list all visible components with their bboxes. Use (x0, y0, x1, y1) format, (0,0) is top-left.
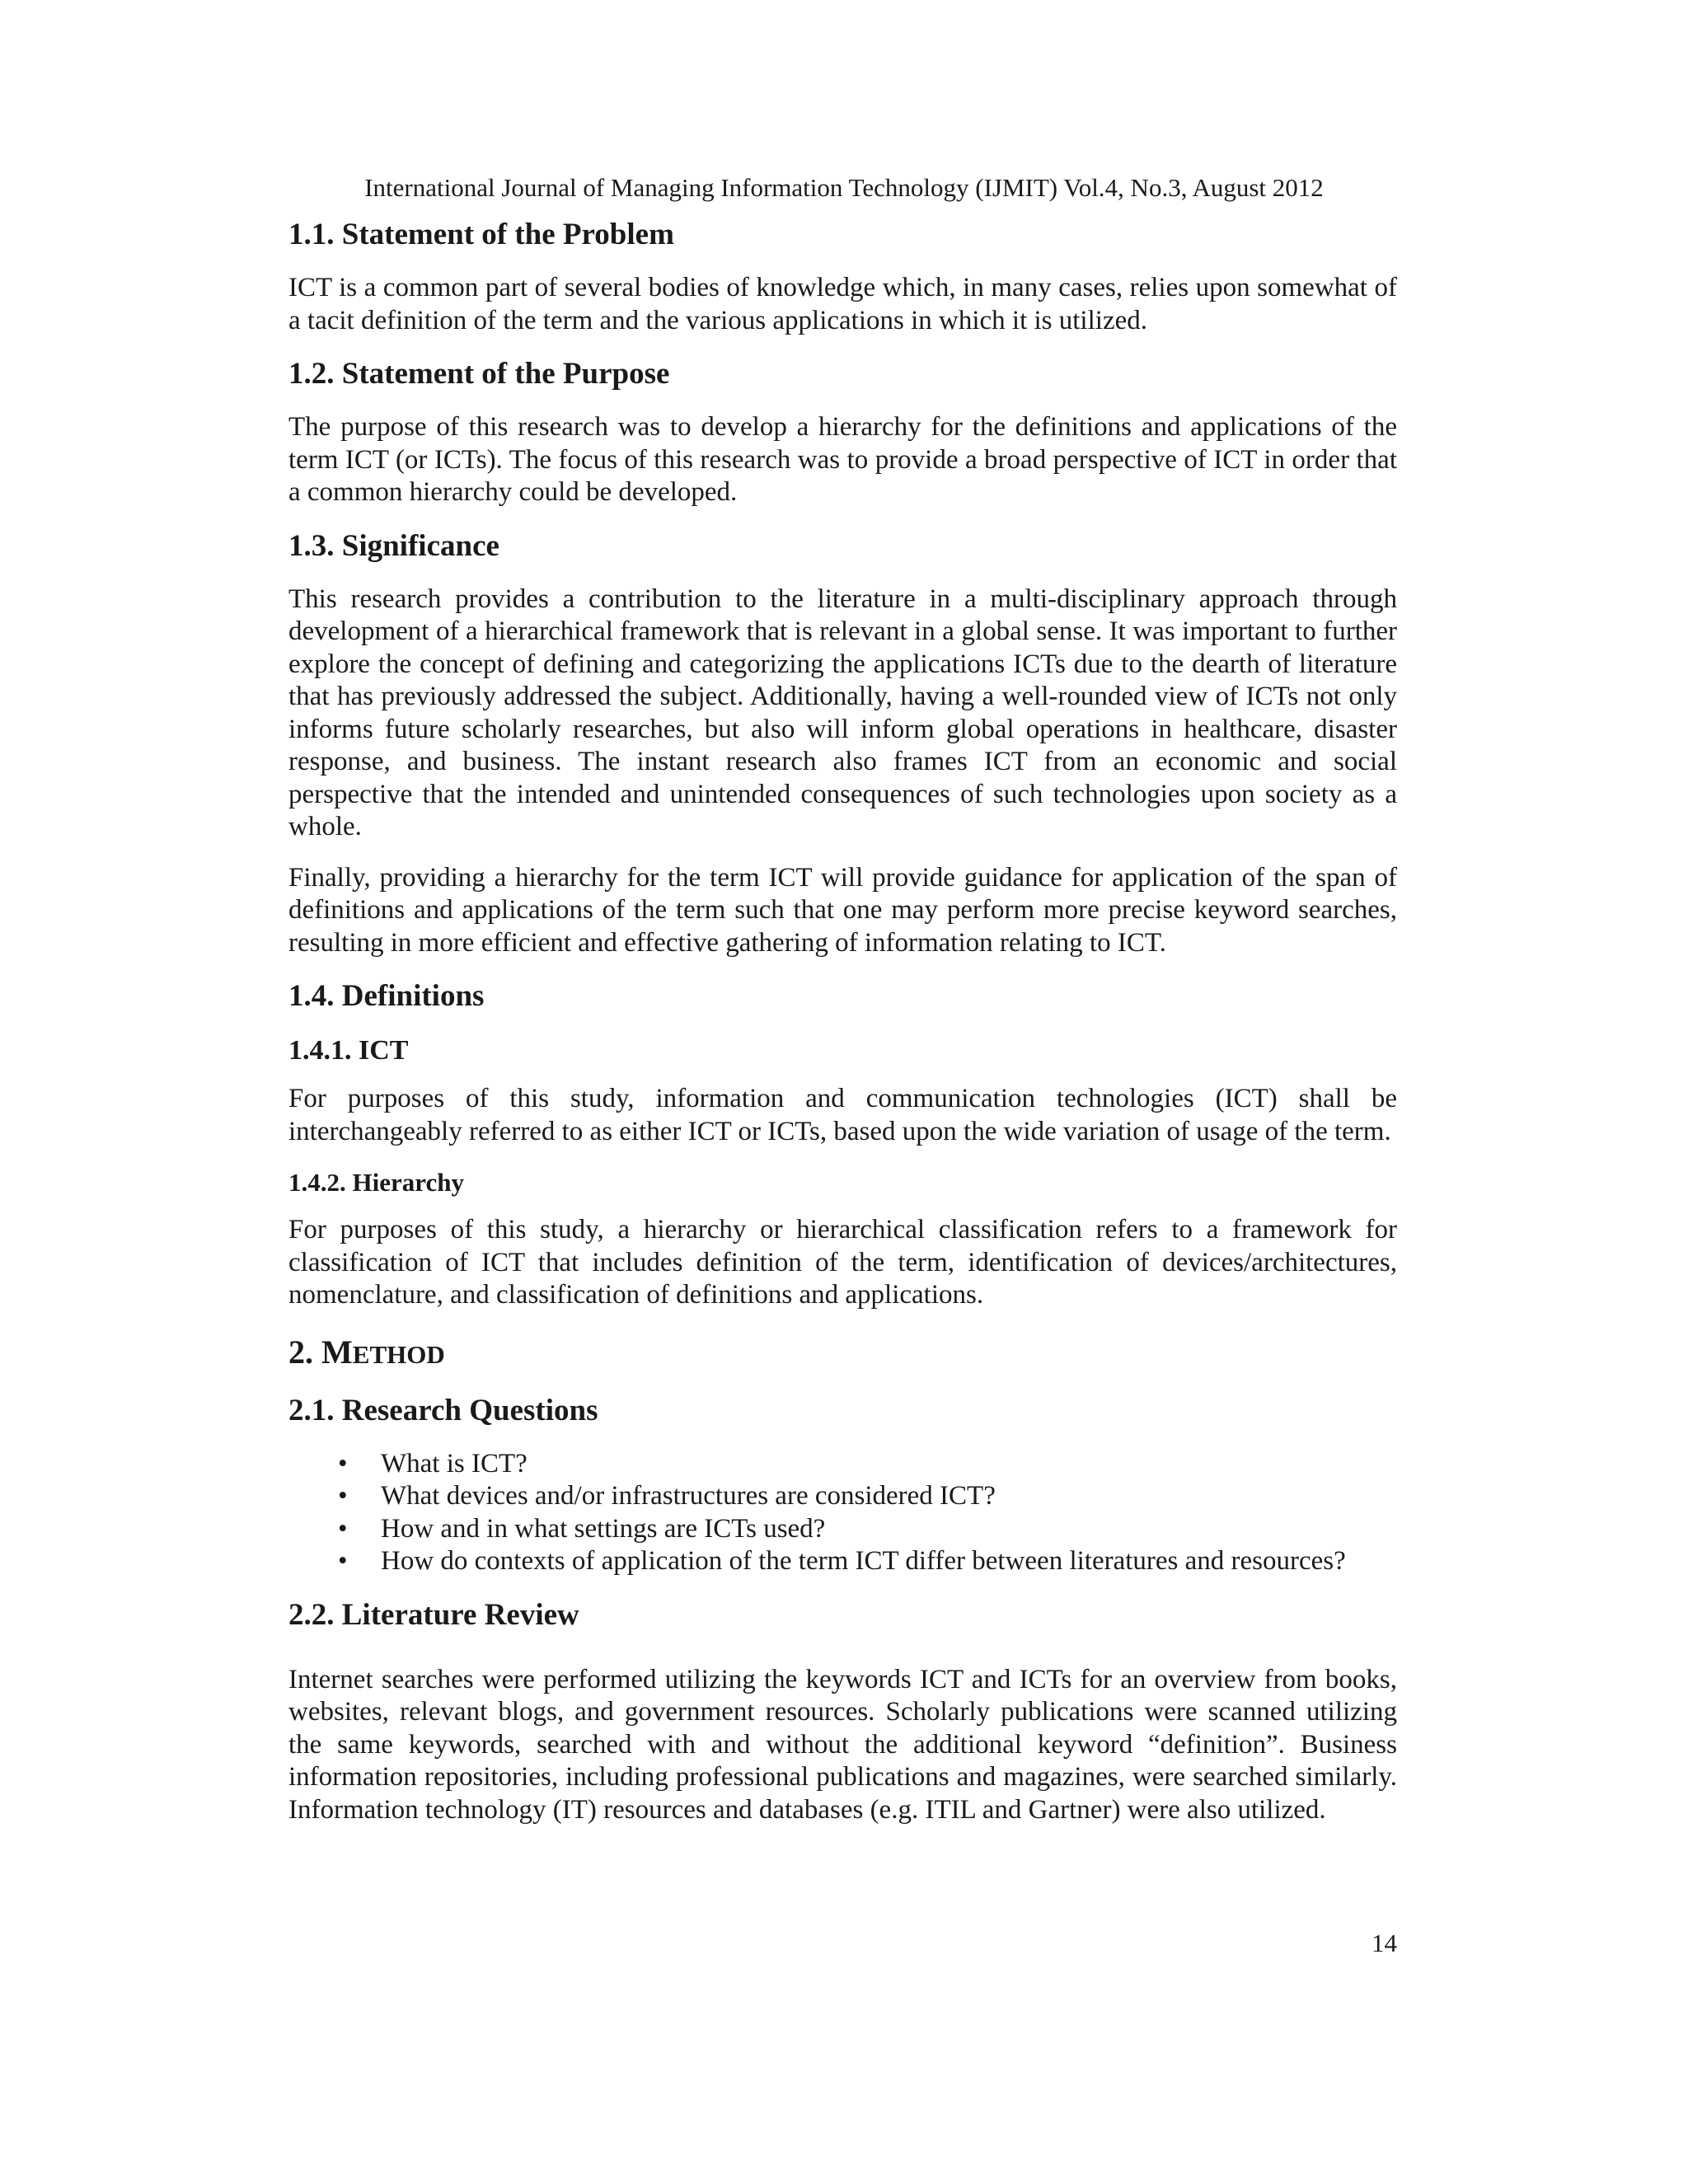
research-question-text: What devices and/or infrastructures are considered ICT? (381, 1481, 996, 1511)
paragraph-1-1: ICT is a common part of several bodies of knowledge which, in many cases, relies upon somewhat of a tacit definition of the term and the various applications in which it is utilized. (288, 273, 1397, 335)
section-heading-2-1: 2.1. Research Questions (288, 1393, 598, 1427)
section-heading-1-3: 1.3. Significance (288, 528, 499, 563)
research-question-text: How and in what settings are ICTs used? (381, 1513, 826, 1544)
paragraph-1-3-b: Finally, providing a hierarchy for the term ICT will provide guidance for application of the span of definitions and applications of the term such that one may perform more precise keyword searches, resulting in more efficient and effective gathering of information relating to ICT. (288, 862, 1397, 958)
section-heading-2-2: 2.2. Literature Review (288, 1597, 579, 1632)
bullet-marker: • (338, 1513, 348, 1544)
paragraph-2-2: Internet searches were performed utilizing the keywords ICT and ICTs for an overview from books, websites, relevant blogs, and government resources. Scholarly publications were scanned utilizing the same keywords, searched with and without the additional keyword “definition”. Business information repositories, including professional publications and magazines, were searched similarly. Information technology (IT) resources and databases (e.g. ITIL and Gartner) were also utilized. (288, 1664, 1397, 1825)
bullet-marker: • (338, 1546, 348, 1576)
section-heading-2 (288, 1333, 1397, 1374)
subsection-heading-1-4-2: 1.4.2. Hierarchy (288, 1168, 464, 1197)
section-heading-2-prefix: 2. M (288, 1333, 353, 1371)
paragraph-1-4-2: For purposes of this study, a hierarchy or hierarchical classification refers to a framework for classification of ICT that includes definition of the term, identification of devices/architectures, nomenclature, and classification of definitions and applications. (288, 1215, 1397, 1310)
paragraph-1-4-1: For purposes of this study, information and communication technologies (ICT) shall be interchangeably referred to as either ICT or ICTs, based upon the wide variation of usage of the term. (288, 1084, 1397, 1146)
list-item (338, 1448, 1397, 1481)
list-item (338, 1480, 1397, 1513)
running-header: International Journal of Managing Information Technology (IJMIT) Vol.4, No.3, August 2012 (364, 173, 1324, 202)
bullet-marker: • (338, 1448, 348, 1479)
page-number: 14 (1372, 1929, 1397, 1957)
subsection-heading-1-4-1: 1.4.1. ICT (288, 1035, 409, 1066)
list-item (338, 1513, 1397, 1546)
paper-body (288, 216, 1397, 1844)
list-item (338, 1545, 1397, 1578)
research-question-text: What is ICT? (381, 1448, 528, 1479)
bullet-marker: • (338, 1481, 348, 1511)
research-questions-list (288, 1448, 1397, 1578)
section-heading-1-2: 1.2. Statement of the Purpose (288, 357, 670, 391)
section-heading-1-4: 1.4. Definitions (288, 979, 485, 1013)
research-question-text: How do contexts of application of the term ICT differ between literatures and resources? (381, 1546, 1346, 1576)
section-heading-1-1: 1.1. Statement of the Problem (288, 218, 674, 251)
paragraph-1-2: The purpose of this research was to develop a hierarchy for the definitions and applications of the term ICT (or ICTs). The focus of this research was to provide a broad perspective of ICT in order that a common hierarchy could be developed. (288, 412, 1397, 507)
paragraph-1-3-a: This research provides a contribution to the literature in a multi-disciplinary approach through development of a hierarchical framework that is relevant in a global sense. It was important to further explore the concept of defining and categorizing the applications ICTs due to the dearth of literature that has previously addressed the subject. Additionally, having a well-rounded view of ICTs not only informs future scholarly researches, but also will inform global operations in healthcare, disaster response, and business. The instant research also frames ICT from an economic and social perspective that the intended and unintended consequences of such technologies upon society as a whole. (288, 583, 1397, 841)
section-heading-2-rest: ETHOD (352, 1339, 445, 1369)
